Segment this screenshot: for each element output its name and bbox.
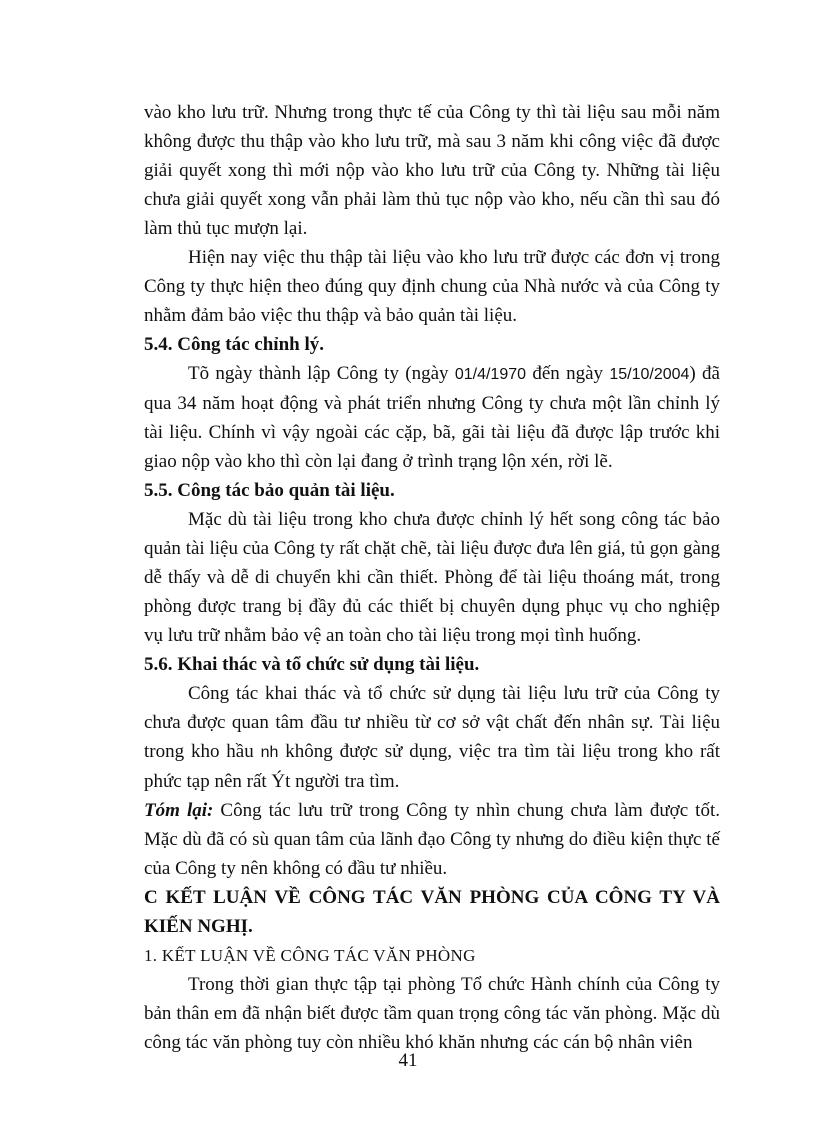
text-segment: ) đã qua 34 năm hoạt động và phát triển nhưng Công ty chưa một lần chỉnh lý tài liệu. Chính vì vậy ngoài các cặp, bã, gãi tài liệu đã được lập trước khi giao nộp vào kho thì còn lại đang ở trình trạng lộn xén, rời lẽ. [144, 363, 720, 472]
heading-5-6: 5.6. Khai thác và tổ chức sử dụng tài liệu. [144, 654, 480, 675]
heading-section-c: C KẾT LUẬN VỀ CÔNG TÁC VĂN PHÒNG CỦA CÔNG TY VÀ KIẾN NGHỊ. [144, 887, 720, 937]
paragraph-exploitation [144, 679, 720, 796]
summary-label: Tóm lại: [144, 800, 214, 821]
document-page [144, 98, 720, 1057]
paragraph-archive-collection: vào kho lưu trữ. Nhưng trong thực tế của Công ty thì tài liệu sau mỗi năm không được thu thập vào kho lưu trữ, mà sau 3 năm khi công việc đã được giải quyết xong thì mới nộp vào kho lưu trữ của Công ty. Những tài liệu chưa giải quyết xong vẫn phải làm thủ tục nộp vào kho, nếu cần thì sau đó làm thủ tục mượn lại. [144, 102, 720, 239]
date-end: 15/10/2004 [609, 366, 690, 383]
page-number: 41 [398, 1050, 418, 1071]
summary-text: Công tác lưu trữ trong Công ty nhìn chung chưa làm được tốt. Mặc dù đã có sù quan tâm của lãnh đạo Công ty nhưng do điều kiện thực tế của Công ty nên không có đầu tư nhiều. [144, 800, 720, 879]
text-segment: Tõ ngày thành lập Công ty (ngày [188, 363, 455, 384]
text-segment: Công tác khai thác và tổ chức sử dụng tài liệu lưu trữ của Công ty chưa được quan tâm đầu tư nhiều từ cơ sở vật chất đến nhân sự. Tài liệu trong kho hầu [144, 683, 720, 762]
heading-5-5: 5.5. Công tác bảo quản tài liệu. [144, 480, 395, 501]
text-segment: không được sử dụng, việc tra tìm tài liệu trong kho rất phức tạp nên rất Ýt người tra tìm. [144, 741, 720, 792]
subheading-1: 1. KẾT LUẬN VỀ CÔNG TÁC VĂN PHÒNG [144, 946, 476, 965]
paragraph-current-collection: Hiện nay việc thu thập tài liệu vào kho lưu trữ được các đơn vị trong Công ty thực hiện theo đúng quy định chung của Nhà nước và của Công ty nhằm đảm bảo việc thu thập và bảo quản tài liệu. [144, 247, 720, 326]
paragraph-preservation: Mặc dù tài liệu trong kho chưa được chỉnh lý hết song công tác bảo quản tài liệu của Công ty rất chặt chẽ, tài liệu được đưa lên giá, tủ gọn gàng dễ thấy và dễ di chuyển khi cần thiết. Phòng để tài liệu thoáng mát, trong phòng được trang bị đầy đủ các thiết bị chuyên dụng phục vụ cho nghiệp vụ lưu trữ nhằm bảo vệ an toàn cho tài liệu trong mọi tình huống. [144, 509, 720, 646]
paragraph-summary [144, 796, 720, 883]
text-fragment: nh [260, 744, 279, 761]
paragraph-conclusion: Trong thời gian thực tập tại phòng Tổ chức Hành chính của Công ty bản thân em đã nhận biết được tầm quan trọng công tác văn phòng. Mặc dù công tác văn phòng tuy còn nhiều khó khăn nhưng các cán bộ nhân viên [144, 974, 720, 1053]
text-segment: đến ngày [526, 363, 610, 384]
heading-5-4: 5.4. Công tác chỉnh lý. [144, 334, 324, 355]
paragraph-rearrangement [144, 359, 720, 476]
date-founded: 01/4/1970 [454, 366, 527, 383]
